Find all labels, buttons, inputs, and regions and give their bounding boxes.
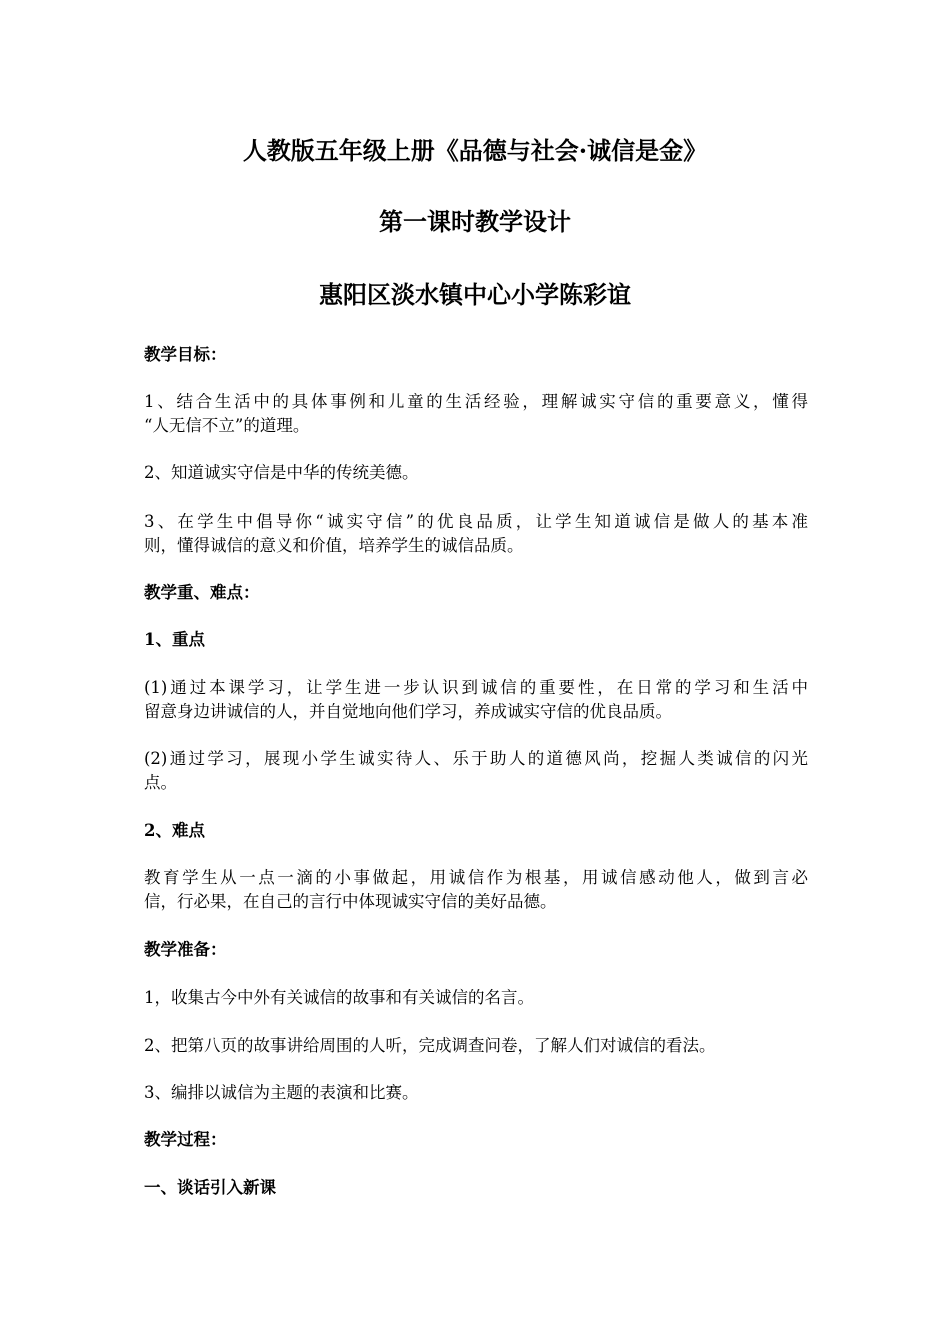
goal-2: 2、知道诚实守信是中华的传统美德。 <box>144 463 419 482</box>
key-point-2-line-2: 点。 <box>144 773 177 792</box>
key-point-2 <box>144 747 808 795</box>
prep-heading: 教学准备： <box>144 940 227 959</box>
goal-1-line-2: “人无信不立”的道理。 <box>144 416 310 435</box>
goal-1-line-1: 1、结合生活中的具体事例和儿童的生活经验，理解诚实守信的重要意义，懂得 <box>144 392 808 411</box>
prep-item-2: 2、把第八页的故事讲给周围的人听，完成调查问卷，了解人们对诚信的看法。 <box>144 1036 716 1055</box>
goal-1 <box>144 390 808 438</box>
document-title: 人教版五年级上册《品德与社会·诚信是金》 <box>242 136 708 165</box>
goals-heading: 教学目标： <box>144 345 227 364</box>
difficulty-line-2: 信，行必果，在自己的言行中体现诚实守信的美好品德。 <box>144 892 557 911</box>
keypoints-heading: 教学重、难点： <box>144 583 260 602</box>
prep-item-3: 3、编排以诚信为主题的表演和比赛。 <box>144 1083 419 1102</box>
key-point-1-line-2: 留意身边讲诚信的人，并自觉地向他们学习，养成诚实守信的优良品质。 <box>144 702 672 721</box>
document-subtitle: 第一课时教学设计 <box>379 207 571 236</box>
key-point-1 <box>144 676 808 724</box>
difficulty-heading: 2、难点 <box>144 821 205 840</box>
key-point-1-line-1: (1)通过本课学习，让学生进一步认识到诚信的重要性，在日常的学习和生活中 <box>144 678 808 697</box>
process-step-1-heading: 一、谈话引入新课 <box>144 1178 276 1197</box>
goal-3-line-1: 3、在学生中倡导你“诚实守信”的优良品质，让学生知道诚信是做人的基本准 <box>144 512 808 531</box>
goal-3 <box>144 510 808 558</box>
goal-3-line-2: 则，懂得诚信的意义和价值，培养学生的诚信品质。 <box>144 536 524 555</box>
prep-item-1: 1，收集古今中外有关诚信的故事和有关诚信的名言。 <box>144 988 534 1007</box>
process-heading: 教学过程： <box>144 1130 227 1149</box>
difficulty-line-1: 教育学生从一点一滴的小事做起，用诚信作为根基，用诚信感动他人，做到言必 <box>144 868 808 887</box>
key-heading: 1、重点 <box>144 630 205 649</box>
key-point-2-line-1: (2)通过学习，展现小学生诚实待人、乐于助人的道德风尚，挖掘人类诚信的闪光 <box>144 749 808 768</box>
difficulty-text <box>144 866 808 914</box>
document-author: 惠阳区淡水镇中心小学陈彩谊 <box>319 280 631 309</box>
